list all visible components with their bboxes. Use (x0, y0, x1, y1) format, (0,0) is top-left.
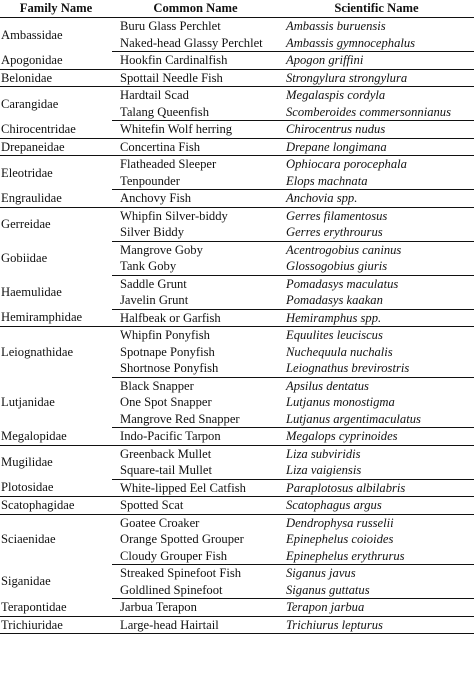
common-name-cell: White-lipped Eel Catfish (112, 479, 279, 497)
scientific-name-cell: Ambassis buruensis (286, 19, 386, 33)
family-name-cell: Hemiramphidae (0, 309, 112, 327)
common-name-cell: Large-head Hairtail (112, 616, 279, 634)
common-name-cell: Hookfin Cardinalfish (112, 52, 279, 70)
scientific-name-cell: Scomberoides commersonnianus (279, 104, 474, 121)
family-name-cell: Siganidae (1, 574, 51, 589)
scientific-name-cell: Terapon jarbua (279, 599, 474, 617)
scientific-name-cell: Equulites leuciscus (286, 328, 383, 342)
common-name-cell: Goldlined Spinefoot (112, 582, 279, 599)
common-name-cell: Cloudy Grouper Fish (112, 548, 279, 565)
scientific-name-cell: Siganus guttatus (279, 582, 474, 599)
common-name-cell: Tank Goby (112, 258, 279, 275)
common-name-cell: Spotnape Ponyfish (120, 344, 215, 359)
scientific-name-cell: Pomadasys kaakan (279, 292, 474, 309)
table-row (0, 616, 474, 634)
family-name-cell: Drepaneidae (0, 138, 112, 156)
family-name-cell: Mugilidae (1, 455, 53, 469)
table-row (0, 52, 474, 70)
scientific-name-cell: Lutjanus argentimaculatus (279, 411, 474, 428)
table-row (0, 241, 474, 258)
table-row (0, 156, 474, 173)
scientific-name-cell: Ophiocara porocephala (286, 157, 407, 171)
scientific-name-cell: Trichiurus lepturus (279, 616, 474, 634)
scientific-name-cell: Liza vaigiensis (279, 462, 474, 479)
family-name-cell: Ambassidae (1, 27, 63, 42)
scientific-name-cell: Anchovia spp. (279, 190, 474, 208)
family-name-cell: Terapontidae (0, 599, 112, 617)
scientific-name-cell: Leiognathus brevirostris (279, 360, 474, 377)
table-body (0, 18, 474, 634)
header-common: Common Name (112, 0, 279, 18)
common-name-cell: Talang Queenfish (112, 104, 279, 121)
table-row (0, 207, 474, 224)
common-name-cell: Buru Glass Perchlet (120, 19, 221, 33)
family-name-cell: Sciaenidae (1, 532, 56, 547)
scientific-name-cell: Siganus javus (286, 566, 356, 580)
common-name-cell: Black Snapper (120, 378, 194, 393)
common-name-cell: Orange Spotted Grouper (120, 532, 244, 546)
common-name-cell: Streaked Spinefoot Fish (120, 566, 242, 580)
family-name-cell: Plotosidae (0, 479, 112, 497)
common-name-cell: Anchovy Fish (112, 190, 279, 208)
table-row (0, 377, 474, 394)
table-row (0, 275, 474, 292)
table-row (0, 479, 474, 497)
table-row (0, 138, 474, 156)
scientific-name-cell: Apogon griffini (279, 52, 474, 70)
family-name-cell: Gerreidae (1, 217, 51, 231)
table-row (0, 18, 474, 35)
family-name-cell: Carangidae (1, 96, 59, 111)
scientific-name-cell: Paraplotosus albilabris (279, 479, 474, 497)
common-name-cell: Square-tail Mullet (112, 462, 279, 479)
scientific-name-cell: Glossogobius giuris (279, 258, 474, 275)
common-name-cell: Concertina Fish (112, 138, 279, 156)
common-name-cell: Silver Biddy (112, 224, 279, 241)
scientific-name-cell: Dendrophysa russelii (286, 515, 394, 530)
common-name-cell: Whitefin Wolf herring (112, 121, 279, 139)
family-name-cell: Trichiuridae (0, 616, 112, 634)
table-row (0, 190, 474, 208)
scientific-name-cell: Drepane longimana (279, 138, 474, 156)
family-name-cell: Megalopidae (0, 428, 112, 446)
scientific-name-cell: Scatophagus argus (279, 497, 474, 515)
family-name-cell: Belonidae (0, 69, 112, 87)
table-row (0, 514, 474, 531)
family-name-cell: Gobiidae (1, 250, 48, 265)
scientific-name-cell: Hemiramphus spp. (279, 309, 474, 327)
scientific-name-cell: Nuchequula nuchalis (286, 344, 393, 359)
header-row (0, 0, 474, 18)
table-row (0, 69, 474, 87)
common-name-cell: One Spot Snapper (120, 395, 212, 409)
family-name-cell: Apogonidae (0, 52, 112, 70)
scientific-name-cell: Ambassis gymnocephalus (279, 35, 474, 52)
table-row (0, 445, 474, 462)
common-name-cell: Whipfin Ponyfish (120, 328, 210, 342)
common-name-cell: Spottail Needle Fish (112, 69, 279, 87)
scientific-name-cell: Pomadasys maculatus (286, 276, 399, 291)
common-name-cell: Mangrove Red Snapper (112, 411, 279, 428)
scientific-name-cell: Liza subviridis (286, 446, 361, 461)
table-row (0, 428, 474, 446)
family-name-cell: Haemulidae (1, 284, 62, 299)
table-row (0, 497, 474, 515)
family-name-cell: Scatophagidae (0, 497, 112, 515)
scientific-name-cell: Gerres erythrourus (279, 224, 474, 241)
table-row (0, 309, 474, 327)
common-name-cell: Flatheaded Sleeper (120, 157, 217, 171)
common-name-cell: Halfbeak or Garfish (112, 309, 279, 327)
family-name-cell: Engraulidae (0, 190, 112, 208)
common-name-cell: Mangrove Goby (120, 242, 203, 257)
scientific-name-cell: Apsilus dentatus (286, 378, 369, 393)
header-scientific: Scientific Name (279, 0, 474, 18)
common-name-cell: Indo-Pacific Tarpon (112, 428, 279, 446)
family-name-cell: Lutjanidae (1, 395, 55, 409)
scientific-name-cell: Chirocentrus nudus (279, 121, 474, 139)
common-name-cell: Jarbua Terapon (112, 599, 279, 617)
common-name-cell: Whipfin Silver-biddy (120, 208, 228, 223)
family-name-cell: Chirocentridae (0, 121, 112, 139)
header-family: Family Name (0, 0, 112, 18)
common-name-cell: Naked-head Glassy Perchlet (112, 35, 279, 52)
scientific-name-cell: Megalaspis cordyla (286, 88, 386, 102)
table-row (0, 87, 474, 104)
scientific-name-cell: Elops machnata (279, 173, 474, 190)
common-name-cell: Saddle Grunt (120, 276, 187, 291)
scientific-name-cell: Acentrogobius caninus (286, 242, 402, 257)
scientific-name-cell: Epinephelus erythrurus (279, 548, 474, 565)
family-name-cell: Eleotridae (1, 165, 53, 180)
scientific-name-cell: Strongylura strongylura (279, 69, 474, 87)
scientific-name-cell: Epinephelus coioides (286, 532, 394, 546)
family-name-cell: Leiognathidae (1, 344, 74, 359)
table-row (0, 327, 474, 344)
common-name-cell: Hardtail Scad (120, 88, 189, 102)
table-row (0, 565, 474, 582)
scientific-name-cell: Gerres filamentosus (286, 208, 388, 223)
scientific-name-cell: Lutjanus monostigma (286, 395, 395, 409)
common-name-cell: Javelin Grunt (112, 292, 279, 309)
table-header (0, 0, 474, 18)
common-name-cell: Shortnose Ponyfish (112, 360, 279, 377)
scientific-name-cell: Megalops cyprinoides (279, 428, 474, 446)
common-name-cell: Greenback Mullet (120, 446, 212, 461)
common-name-cell: Spotted Scat (112, 497, 279, 515)
common-name-cell: Tenpounder (112, 173, 279, 190)
table-row (0, 599, 474, 617)
common-name-cell: Goatee Croaker (120, 515, 200, 530)
table-row (0, 121, 474, 139)
